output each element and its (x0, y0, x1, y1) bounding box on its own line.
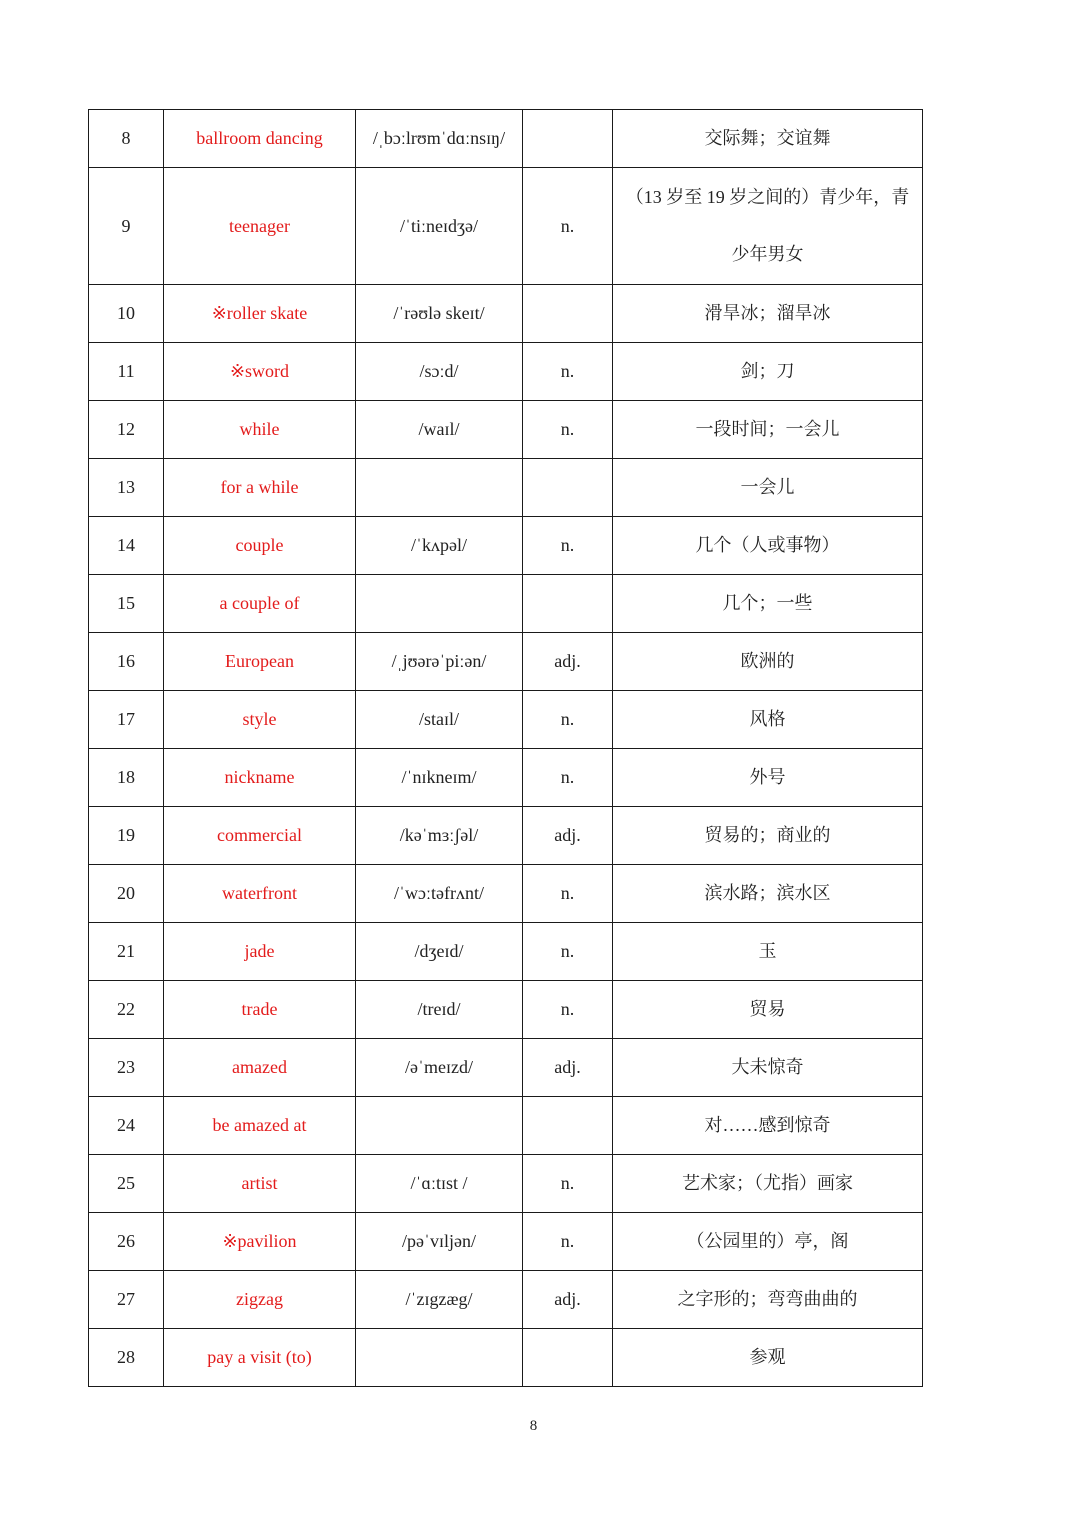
row-number: 18 (89, 749, 164, 807)
phonetic-cell: /ˌbɔːlrʊmˈdɑːnsɪŋ/ (356, 110, 523, 168)
meaning-cell: （13 岁至 19 岁之间的）青少年，青少年男女 (613, 168, 923, 285)
meaning-cell: 参观 (613, 1329, 923, 1387)
table-row (89, 691, 923, 749)
row-number: 8 (89, 110, 164, 168)
word-cell: pay a visit (to) (164, 1329, 356, 1387)
table-row (89, 459, 923, 517)
part-of-speech-cell: n. (523, 1213, 613, 1271)
meaning-cell: 剑；刀 (613, 343, 923, 401)
table-row (89, 168, 923, 285)
row-number: 17 (89, 691, 164, 749)
row-number: 22 (89, 981, 164, 1039)
part-of-speech-cell: n. (523, 401, 613, 459)
table-row (89, 285, 923, 343)
row-number: 16 (89, 633, 164, 691)
row-number: 11 (89, 343, 164, 401)
phonetic-cell: /ˈkʌpəl/ (356, 517, 523, 575)
phonetic-cell: /pəˈvɪljən/ (356, 1213, 523, 1271)
phonetic-cell: /dʒeɪd/ (356, 923, 523, 981)
row-number: 14 (89, 517, 164, 575)
table-row (89, 1213, 923, 1271)
phonetic-cell: /ˈɑːtɪst / (356, 1155, 523, 1213)
phonetic-cell (356, 1329, 523, 1387)
word-cell: for a while (164, 459, 356, 517)
row-number: 15 (89, 575, 164, 633)
row-number: 20 (89, 865, 164, 923)
meaning-cell: 之字形的；弯弯曲曲的 (613, 1271, 923, 1329)
phonetic-cell: /kəˈmɜːʃəl/ (356, 807, 523, 865)
table-row (89, 1271, 923, 1329)
table-row (89, 865, 923, 923)
table-row (89, 1155, 923, 1213)
row-number: 10 (89, 285, 164, 343)
phonetic-cell: /ˈrəʊlə skeɪt/ (356, 285, 523, 343)
phonetic-cell: /ˈtiːneɪdʒə/ (356, 168, 523, 285)
row-number: 21 (89, 923, 164, 981)
word-cell: ※pavilion (164, 1213, 356, 1271)
word-cell: ※roller skate (164, 285, 356, 343)
part-of-speech-cell (523, 285, 613, 343)
part-of-speech-cell: n. (523, 865, 613, 923)
word-cell: style (164, 691, 356, 749)
meaning-cell: 风格 (613, 691, 923, 749)
part-of-speech-cell: n. (523, 343, 613, 401)
row-number: 23 (89, 1039, 164, 1097)
table-row (89, 343, 923, 401)
phonetic-cell: /waɪl/ (356, 401, 523, 459)
part-of-speech-cell (523, 1097, 613, 1155)
part-of-speech-cell: adj. (523, 1039, 613, 1097)
phonetic-cell (356, 575, 523, 633)
word-cell: nickname (164, 749, 356, 807)
part-of-speech-cell (523, 575, 613, 633)
part-of-speech-cell (523, 459, 613, 517)
word-cell: while (164, 401, 356, 459)
part-of-speech-cell: n. (523, 1155, 613, 1213)
table-row (89, 110, 923, 168)
part-of-speech-cell: n. (523, 517, 613, 575)
table-row (89, 923, 923, 981)
word-cell: artist (164, 1155, 356, 1213)
meaning-cell: 滑旱冰；溜旱冰 (613, 285, 923, 343)
word-cell: a couple of (164, 575, 356, 633)
table-row (89, 633, 923, 691)
row-number: 12 (89, 401, 164, 459)
table-row (89, 1039, 923, 1097)
row-number: 28 (89, 1329, 164, 1387)
word-cell: waterfront (164, 865, 356, 923)
word-cell: amazed (164, 1039, 356, 1097)
meaning-cell: 贸易的；商业的 (613, 807, 923, 865)
table-row (89, 749, 923, 807)
word-cell: ballroom dancing (164, 110, 356, 168)
table-row (89, 1097, 923, 1155)
phonetic-cell: /ˌjʊərəˈpiːən/ (356, 633, 523, 691)
phonetic-cell: /ˈwɔːtəfrʌnt/ (356, 865, 523, 923)
phonetic-cell: /ˈzɪgzæg/ (356, 1271, 523, 1329)
phonetic-cell: /ˈnɪkneɪm/ (356, 749, 523, 807)
part-of-speech-cell: adj. (523, 1271, 613, 1329)
word-cell: European (164, 633, 356, 691)
word-cell: zigzag (164, 1271, 356, 1329)
meaning-cell: 艺术家；（尤指）画家 (613, 1155, 923, 1213)
meaning-cell: （公园里的）亭，阁 (613, 1213, 923, 1271)
part-of-speech-cell: n. (523, 749, 613, 807)
part-of-speech-cell: n. (523, 923, 613, 981)
phonetic-cell (356, 1097, 523, 1155)
word-cell: be amazed at (164, 1097, 356, 1155)
word-cell: teenager (164, 168, 356, 285)
row-number: 27 (89, 1271, 164, 1329)
meaning-cell: 贸易 (613, 981, 923, 1039)
phonetic-cell: /əˈmeɪzd/ (356, 1039, 523, 1097)
table-row (89, 575, 923, 633)
part-of-speech-cell (523, 110, 613, 168)
meaning-cell: 一会儿 (613, 459, 923, 517)
row-number: 26 (89, 1213, 164, 1271)
meaning-cell: 玉 (613, 923, 923, 981)
table-row (89, 981, 923, 1039)
word-cell: commercial (164, 807, 356, 865)
phonetic-cell: /staɪl/ (356, 691, 523, 749)
table-row (89, 517, 923, 575)
row-number: 25 (89, 1155, 164, 1213)
part-of-speech-cell (523, 1329, 613, 1387)
meaning-cell: 一段时间；一会儿 (613, 401, 923, 459)
word-cell: couple (164, 517, 356, 575)
word-cell: jade (164, 923, 356, 981)
row-number: 9 (89, 168, 164, 285)
meaning-cell: 对……感到惊奇 (613, 1097, 923, 1155)
part-of-speech-cell: adj. (523, 807, 613, 865)
phonetic-cell (356, 459, 523, 517)
part-of-speech-cell: n. (523, 981, 613, 1039)
meaning-cell: 滨水路；滨水区 (613, 865, 923, 923)
vocabulary-table (88, 109, 923, 1387)
row-number: 24 (89, 1097, 164, 1155)
word-cell: ※sword (164, 343, 356, 401)
meaning-cell: 欧洲的 (613, 633, 923, 691)
table-row (89, 401, 923, 459)
phonetic-cell: /sɔːd/ (356, 343, 523, 401)
meaning-cell: 几个（人或事物） (613, 517, 923, 575)
phonetic-cell: /treɪd/ (356, 981, 523, 1039)
row-number: 13 (89, 459, 164, 517)
word-cell: trade (164, 981, 356, 1039)
meaning-cell: 交际舞；交谊舞 (613, 110, 923, 168)
part-of-speech-cell: adj. (523, 633, 613, 691)
part-of-speech-cell: n. (523, 691, 613, 749)
table-row (89, 807, 923, 865)
meaning-cell: 大未惊奇 (613, 1039, 923, 1097)
row-number: 19 (89, 807, 164, 865)
meaning-cell: 外号 (613, 749, 923, 807)
part-of-speech-cell: n. (523, 168, 613, 285)
meaning-cell: 几个；一些 (613, 575, 923, 633)
table-row (89, 1329, 923, 1387)
page-number: 8 (529, 1418, 538, 1434)
